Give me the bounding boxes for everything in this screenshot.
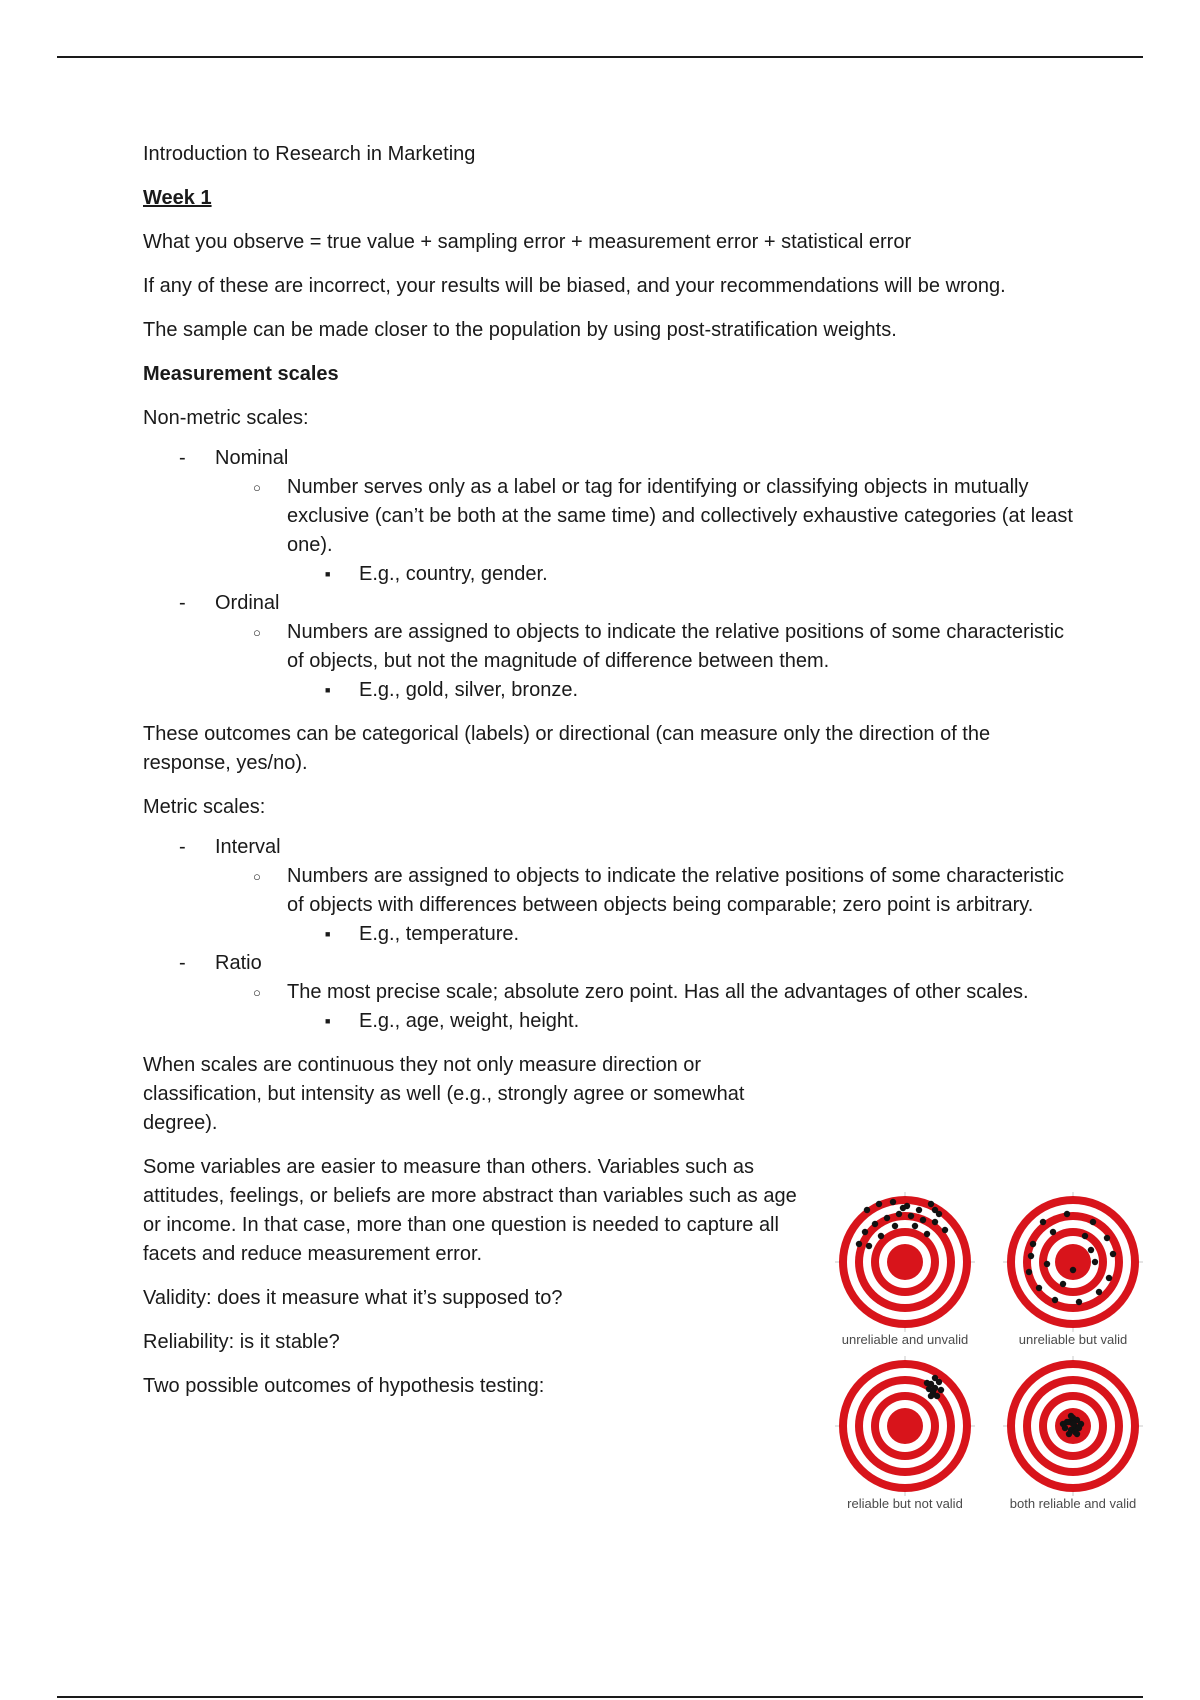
variables-paragraph: Some variables are easier to measure than others. Variables such as attitudes, feelings, or beliefs are more abstract than variables such as age or income. In that case, more than one question is needed to capture all facets and reduce measurement error. — [143, 1156, 797, 1265]
header-rule — [57, 56, 1143, 58]
observation-equation: What you observe = true value + sampling error + measurement error + statistical error — [143, 231, 912, 253]
ratio-label: Ratio — [215, 952, 262, 974]
list-item — [215, 862, 1083, 949]
nonmetric-list — [143, 444, 1083, 705]
ratio-description: The most precise scale; absolute zero point. Has all the advantages of other scales. — [287, 981, 1029, 1003]
document-title: Introduction to Research in Marketing — [143, 143, 476, 165]
interval-description: Numbers are assigned to objects to indicate the relative positions of some characteristic of objects with differences between objects being comparable; zero point is arbitrary. — [287, 865, 1065, 916]
target-reliable-not-valid — [835, 1356, 975, 1496]
nominal-description: Number serves only as a label or tag for identifying or classifying objects in mutually exclusive (can’t be both at the same time) and collectively exhaustive categories (at least one). — [287, 476, 1073, 556]
caption-unreliable-unvalid: unreliable and unvalid — [841, 1332, 969, 1347]
list-item — [215, 618, 1083, 705]
caption-reliable-not-valid: reliable but not valid — [847, 1496, 963, 1511]
list-item — [143, 444, 1083, 589]
nominal-example: ■ E.g., country, gender. — [287, 560, 1083, 589]
reliability-validity-figure — [820, 1182, 1160, 1517]
ordinal-label: Ordinal — [215, 592, 280, 614]
measurement-scales-heading: Measurement scales — [143, 363, 339, 385]
caption-unreliable-valid: unreliable but valid — [1018, 1332, 1128, 1347]
list-item — [143, 833, 1083, 949]
weights-paragraph: The sample can be made closer to the population by using post-stratification weights. — [143, 319, 897, 341]
list-item — [143, 589, 1083, 705]
target-unreliable-unvalid — [835, 1192, 975, 1332]
target-reliable-valid — [1003, 1356, 1143, 1496]
target-unreliable-valid — [1003, 1192, 1143, 1332]
metric-list — [143, 833, 1083, 1036]
ordinal-example: ■ E.g., gold, silver, bronze. — [287, 676, 1083, 705]
reliability-definition: Reliability: is it stable? — [143, 1331, 340, 1353]
ordinal-description: Numbers are assigned to objects to indicate the relative positions of some characteristic of objects, but not the magnitude of difference between them. — [287, 621, 1065, 672]
footer-rule — [57, 1696, 1143, 1698]
outcomes-paragraph: These outcomes can be categorical (labels) or directional (can measure only the direction of the response, yes/no). — [143, 723, 991, 774]
interval-example: ■ E.g., temperature. — [287, 920, 1083, 949]
nonmetric-label: Non-metric scales: — [143, 407, 309, 429]
list-item — [143, 949, 1083, 1036]
list-item — [215, 473, 1083, 589]
metric-label: Metric scales: — [143, 796, 266, 818]
continuous-paragraph: When scales are continuous they not only measure direction or classification, but intensity as well (e.g., strongly agree or somewhat degree). — [143, 1054, 745, 1134]
bias-paragraph: If any of these are incorrect, your results will be biased, and your recommendations will be wrong. — [143, 275, 1006, 297]
ratio-example: ■ E.g., age, weight, height. — [287, 1007, 1083, 1036]
caption-reliable-valid: both reliable and valid — [1009, 1496, 1137, 1511]
week-heading: Week 1 — [143, 187, 212, 209]
hypothesis-paragraph: Two possible outcomes of hypothesis testing: — [143, 1375, 545, 1397]
nominal-label: Nominal — [215, 447, 289, 469]
interval-label: Interval — [215, 836, 281, 858]
validity-definition: Validity: does it measure what it’s supposed to? — [143, 1287, 563, 1309]
list-item — [215, 978, 1083, 1036]
